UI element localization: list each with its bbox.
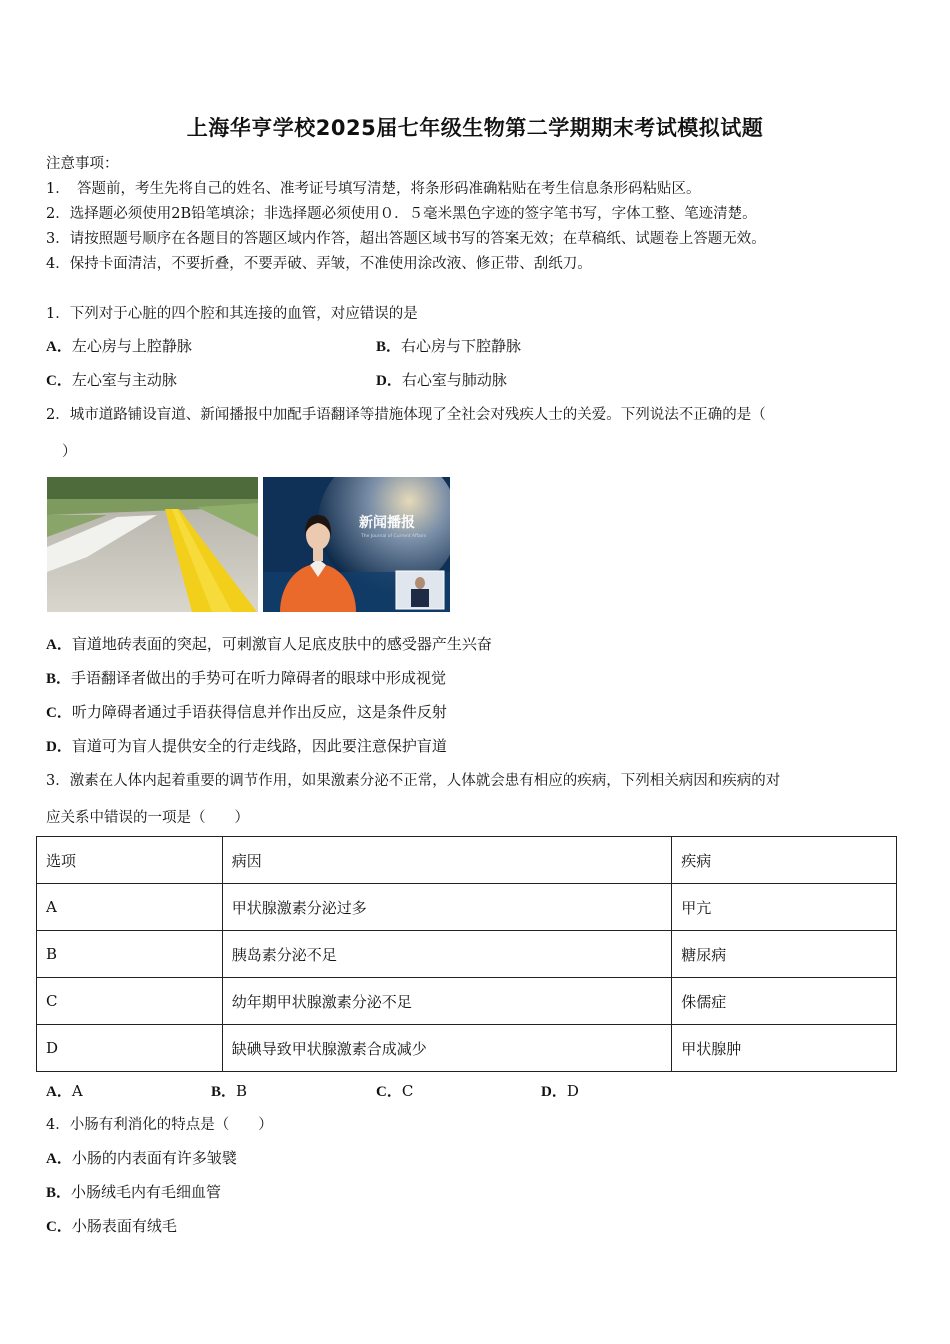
table-header-row [37,837,897,884]
option-letter: C． [376,1084,402,1100]
option-letter: A． [46,637,72,653]
option-text: 小肠表面有绒毛 [71,1217,177,1235]
option-text: C [401,1082,414,1100]
option-letter: B． [376,339,402,355]
news-caption: 新闻播报 [359,515,415,531]
option-letter: B． [211,1084,237,1100]
table-cell: 缺碘导致甲状腺激素合成减少 [222,1025,671,1072]
q4-option-c[interactable] [46,1215,177,1236]
q3-option-d[interactable] [541,1080,579,1101]
notice-item-4: 4．保持卡面清洁，不要折叠，不要弄破、弄皱，不准使用涂改液、修正带、刮纸刀。 [46,256,592,272]
option-text: 左心房与上腔静脉 [71,337,192,355]
table-row [37,884,897,931]
q1-option-b[interactable] [376,335,521,356]
news-broadcast-photo [263,477,450,612]
option-letter: C． [46,1219,72,1235]
option-letter: A． [46,339,72,355]
q1-option-a[interactable] [46,335,192,356]
option-text: 小肠的内表面有许多皱襞 [71,1149,237,1167]
q3-stem-cont: 应关系中错误的一项是（ ） [46,810,249,826]
q1-option-d[interactable] [376,369,507,390]
option-text: 盲道可为盲人提供安全的行走线路，因此要注意保护盲道 [71,737,447,755]
table-cell: D [37,1025,223,1072]
table-header-cell: 病因 [222,837,671,884]
q3-stem: 3．激素在人体内起着重要的调节作用，如果激素分泌不正常，人体就会患有相应的疾病，下列相关病因和疾病的对 [46,773,781,789]
table-cell: 侏儒症 [672,978,897,1025]
option-text: 右心房与下腔静脉 [401,337,522,355]
tactile-paving-illustration [47,477,258,612]
table-header-cell: 疾病 [672,837,897,884]
option-letter: D． [541,1084,567,1100]
q3-option-b[interactable] [211,1080,247,1101]
notice-item-3: 3．请按照题号顺序在各题目的答题区域内作答，超出答题区域书写的答案无效；在草稿纸、试题卷上答题无效。 [46,231,766,247]
table-header-cell: 选项 [37,837,223,884]
q1-stem: 1．下列对于心脏的四个腔和其连接的血管，对应错误的是 [46,306,418,322]
news-broadcast-illustration [263,477,450,612]
notice-item-1: 1． 答题前，考生先将自己的姓名、准考证号填写清楚，将条形码准确粘贴在考生信息条形码粘贴区。 [46,181,701,197]
option-text: 手语翻译者做出的手势可在听力障碍者的眼球中形成视觉 [71,669,447,687]
table-cell: 甲亢 [672,884,897,931]
q2-stem-cont: ） [62,444,77,460]
option-letter: B． [46,671,72,687]
tactile-paving-photo [47,477,258,612]
option-text: 盲道地砖表面的突起，可刺激盲人足底皮肤中的感受器产生兴奋 [71,635,492,653]
q4-option-b[interactable] [46,1181,221,1202]
page-title: 上海华亨学校2025届七年级生物第二学期期末考试模拟试题 [186,116,764,140]
option-text: A [71,1082,83,1100]
option-letter: A． [46,1151,72,1167]
table-cell: 幼年期甲状腺激素分泌不足 [222,978,671,1025]
q4-option-a[interactable] [46,1147,237,1168]
option-letter: D． [46,739,72,755]
table-row [37,978,897,1025]
option-text: 右心室与肺动脉 [401,371,507,389]
option-text: D [566,1082,579,1100]
option-text: 左心室与主动脉 [71,371,177,389]
notice-item-2: 2．选择题必须使用2B铅笔填涂；非选择题必须使用０．５毫米黑色字迹的签字笔书写，字体工整、笔迹清楚。 [46,206,757,222]
q1-option-c[interactable] [46,369,177,390]
option-letter: A． [46,1084,72,1100]
q3-option-c[interactable] [376,1080,413,1101]
table-row [37,1025,897,1072]
table-cell: 胰岛素分泌不足 [222,931,671,978]
notice-heading: 注意事项： [46,156,119,172]
q2-stem: 2．城市道路铺设盲道、新闻播报中加配手语翻译等措施体现了全社会对残疾人士的关爱。下列说法不正确的是（ [46,407,766,423]
news-subcaption: The Journal of Current Affairs [361,534,427,539]
q4-stem: 4．小肠有利消化的特点是（ ） [46,1117,273,1133]
table-cell: 甲状腺肿 [672,1025,897,1072]
table-cell: B [37,931,223,978]
table-cell: 糖尿病 [672,931,897,978]
table-cell: A [37,884,223,931]
option-letter: C． [46,373,72,389]
q3-option-a[interactable] [46,1080,83,1101]
q2-option-c[interactable] [46,701,447,722]
option-letter: D． [376,373,402,389]
option-text: B [236,1082,248,1100]
option-text: 小肠绒毛内有毛细血管 [71,1183,222,1201]
table-cell: C [37,978,223,1025]
q2-option-b[interactable] [46,667,446,688]
option-letter: C． [46,705,72,721]
table-row [37,931,897,978]
q3-table [36,836,897,1072]
option-letter: B． [46,1185,72,1201]
option-text: 听力障碍者通过手语获得信息并作出反应，这是条件反射 [71,703,447,721]
table-cell: 甲状腺激素分泌过多 [222,884,671,931]
q2-option-d[interactable] [46,735,447,756]
q2-option-a[interactable] [46,633,492,654]
